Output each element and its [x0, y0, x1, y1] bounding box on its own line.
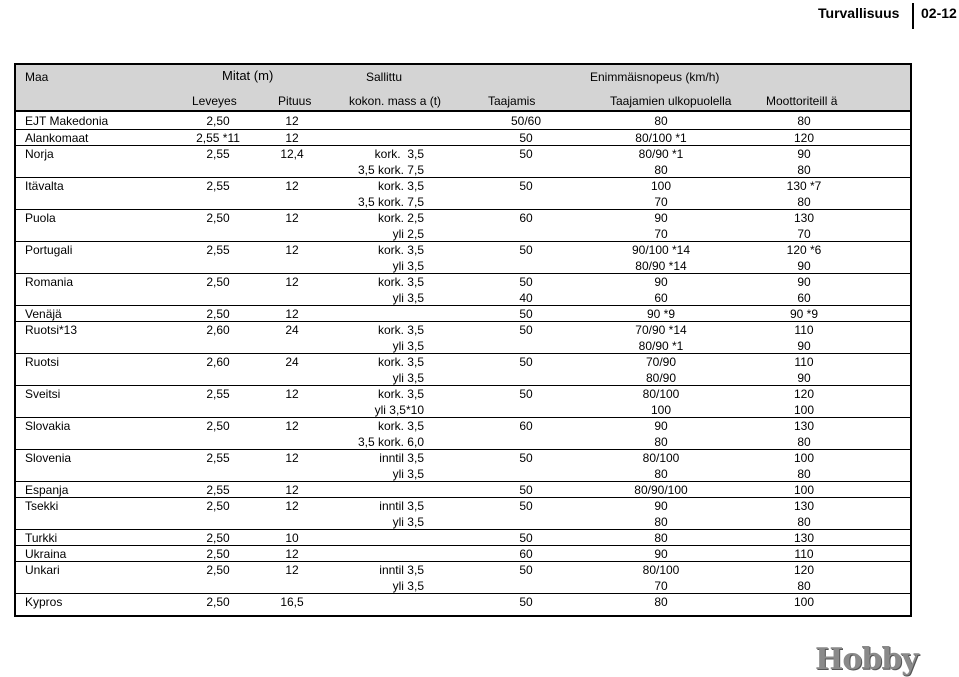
table-row [16, 593, 910, 609]
table-row [16, 449, 910, 481]
cell-length: 12 [285, 243, 299, 257]
cell-allowed-mass: kork. 3,5 yli 3,5*10 [374, 387, 424, 417]
cell-allowed-mass: kork. 3,5 yli 3,5 [377, 355, 424, 385]
cell-width: 2,50 [206, 531, 230, 545]
cell-width: 2,50 [206, 595, 230, 609]
cell-width: 2,55 [206, 243, 230, 257]
cell-width: 2,60 [206, 323, 230, 337]
table-row [16, 241, 910, 273]
cell-outside-speed: 80/100 *1 [635, 131, 687, 145]
cell-outside-speed: 90 60 [654, 275, 668, 305]
cell-outside-speed: 80/100 80 [642, 451, 680, 481]
header-divider [912, 3, 914, 29]
header-outside: Taajamien ulkopuolella [610, 94, 732, 108]
cell-motorway-speed: 90 60 [797, 275, 811, 305]
cell-towns-speed: 50 [519, 147, 533, 161]
table-row [16, 305, 910, 321]
cell-towns-speed: 50 [519, 595, 533, 609]
cell-outside-speed: 80/90 *1 80 [638, 147, 684, 177]
cell-towns-speed: 50 [519, 483, 533, 497]
header-width: Leveyes [192, 94, 237, 108]
cell-width: 2,55 [206, 387, 230, 401]
cell-width: 2,50 [206, 307, 230, 321]
cell-allowed-mass: kork. 3,5 yli 3,5 [377, 323, 424, 353]
cell-country: Alankomaat [25, 131, 89, 145]
cell-towns-speed: 50 [519, 451, 533, 465]
cell-outside-speed: 80/100 100 [642, 387, 680, 417]
cell-country: Portugali [25, 243, 73, 257]
table-row [16, 545, 910, 561]
cell-width: 2,60 [206, 355, 230, 369]
cell-length: 12 [285, 387, 299, 401]
cell-motorway-speed: 120 80 [793, 563, 815, 593]
cell-towns-speed: 60 [519, 419, 533, 433]
cell-motorway-speed: 120 [793, 131, 815, 145]
cell-towns-speed: 50/60 [510, 114, 542, 128]
cell-towns-speed: 50 [519, 243, 533, 257]
table-row [16, 353, 910, 385]
cell-country: Ruotsi [25, 355, 60, 369]
table-row [16, 177, 910, 209]
cell-length: 12,4 [280, 147, 304, 161]
cell-towns-speed: 50 40 [519, 275, 533, 305]
cell-outside-speed: 70/90 *14 80/90 *1 [635, 323, 687, 353]
cell-country: Itävalta [25, 179, 64, 193]
cell-towns-speed: 50 [519, 355, 533, 369]
cell-length: 10 [285, 531, 299, 545]
header-speed: Enimmäisnopeus (km/h) [590, 70, 720, 84]
cell-length: 12 [285, 179, 299, 193]
table-row [16, 481, 910, 497]
cell-outside-speed: 90 80 [654, 419, 668, 449]
cell-motorway-speed: 90 80 [797, 147, 811, 177]
cell-motorway-speed: 80 [797, 114, 811, 128]
hobby-logo: Hobby [815, 642, 918, 677]
cell-country: Norja [25, 147, 54, 161]
cell-length: 12 [285, 131, 299, 145]
cell-country: Romania [25, 275, 74, 289]
cell-motorway-speed: 110 90 [794, 323, 814, 353]
cell-outside-speed: 90 *9 [646, 307, 676, 321]
header-towns: Taajamis [488, 94, 536, 108]
header-motorway: Moottoriteill ä [766, 94, 838, 108]
cell-towns-speed: 50 [519, 387, 533, 401]
cell-country: Ukraina [25, 547, 67, 561]
cell-towns-speed: 50 [519, 179, 533, 193]
cell-motorway-speed: 100 [793, 595, 815, 609]
cell-allowed-mass: inntil 3,5 yli 3,5 [379, 563, 424, 593]
cell-width: 2,50 [206, 211, 230, 225]
cell-country: Unkari [25, 563, 60, 577]
cell-length: 12 [285, 563, 299, 577]
table-row [16, 145, 910, 177]
cell-length: 12 [285, 211, 299, 225]
table-row [16, 529, 910, 545]
cell-allowed-mass: kork. 3,5 yli 3,5 [377, 275, 424, 305]
cell-towns-speed: 50 [519, 499, 533, 513]
cell-motorway-speed: 120 100 [793, 387, 815, 417]
table-header [16, 65, 910, 112]
cell-towns-speed: 60 [519, 211, 533, 225]
cell-length: 24 [285, 323, 299, 337]
cell-country: EJT Makedonia [25, 114, 109, 128]
speed-limit-table [14, 63, 912, 617]
cell-length: 12 [285, 275, 299, 289]
cell-motorway-speed: 130 *7 80 [786, 179, 822, 209]
cell-outside-speed: 80/90/100 [634, 483, 688, 497]
cell-length: 12 [285, 483, 299, 497]
cell-outside-speed: 90 [654, 547, 668, 561]
cell-length: 16,5 [280, 595, 304, 609]
cell-width: 2,50 [206, 499, 230, 513]
cell-outside-speed: 90/100 *14 80/90 *14 [631, 243, 691, 273]
cell-country: Puola [25, 211, 56, 225]
table-row [16, 561, 910, 593]
cell-towns-speed: 50 [519, 131, 533, 145]
table-row [16, 417, 910, 449]
cell-outside-speed: 90 70 [654, 211, 668, 241]
table-row [16, 321, 910, 353]
cell-country: Sveitsi [25, 387, 61, 401]
cell-country: Kypros [25, 595, 63, 609]
cell-allowed-mass: kork. 3,5 yli 3,5 [377, 243, 424, 273]
cell-motorway-speed: 90 *9 [789, 307, 819, 321]
cell-allowed-mass: kork. 3,5 3,5 kork. 6,0 [357, 419, 424, 449]
table-row [16, 209, 910, 241]
cell-motorway-speed: 110 [794, 547, 814, 561]
page-number: 02-12 [921, 5, 957, 21]
cell-outside-speed: 70/90 80/90 [645, 355, 677, 385]
cell-towns-speed: 50 [519, 531, 533, 545]
table-body [16, 113, 910, 609]
cell-towns-speed: 50 [519, 323, 533, 337]
cell-width: 2,50 [206, 563, 230, 577]
cell-length: 24 [285, 355, 299, 369]
cell-width: 2,50 [206, 275, 230, 289]
cell-allowed-mass: inntil 3,5 yli 3,5 [379, 499, 424, 529]
header-dimensions: Mitat (m) [222, 68, 274, 83]
cell-outside-speed: 80/100 70 [642, 563, 680, 593]
cell-motorway-speed: 130 80 [793, 419, 815, 449]
cell-towns-speed: 60 [519, 547, 533, 561]
cell-allowed-mass: kork. 3,5 3,5 kork. 7,5 [357, 179, 424, 209]
cell-motorway-speed: 100 [793, 483, 815, 497]
cell-width: 2,50 [206, 547, 230, 561]
cell-outside-speed: 80 [654, 595, 668, 609]
cell-motorway-speed: 130 80 [793, 499, 815, 529]
cell-outside-speed: 80 [654, 114, 668, 128]
section-title: Turvallisuus [818, 5, 900, 21]
header-allowed: Sallittu [366, 70, 403, 84]
header-allowed-sub: kokon. mass a (t) [349, 94, 442, 108]
table-row [16, 497, 910, 529]
cell-width: 2,55 *11 [196, 131, 240, 145]
cell-country: Turkki [25, 531, 58, 545]
cell-width: 2,55 [206, 483, 230, 497]
cell-motorway-speed: 120 *6 90 [786, 243, 822, 273]
cell-outside-speed: 90 80 [654, 499, 668, 529]
table-row [16, 385, 910, 417]
cell-country: Slovakia [25, 419, 71, 433]
cell-allowed-mass: inntil 3,5 yli 3,5 [379, 451, 424, 481]
cell-allowed-mass: kork. 3,5 3,5 kork. 7,5 [357, 147, 424, 177]
header-length: Pituus [278, 94, 312, 108]
cell-width: 2,55 [206, 179, 230, 193]
cell-country: Ruotsi*13 [25, 323, 78, 337]
cell-width: 2,55 [206, 147, 230, 161]
cell-length: 12 [285, 114, 299, 128]
cell-width: 2,55 [206, 451, 230, 465]
cell-country: Tsekki [25, 499, 59, 513]
cell-length: 12 [285, 451, 299, 465]
cell-allowed-mass: kork. 2,5 yli 2,5 [377, 211, 424, 241]
cell-motorway-speed: 130 70 [793, 211, 815, 241]
cell-motorway-speed: 100 80 [793, 451, 815, 481]
cell-country: Venäjä [25, 307, 62, 321]
cell-length: 12 [285, 307, 299, 321]
cell-towns-speed: 50 [519, 563, 533, 577]
cell-country: Slovenia [25, 451, 72, 465]
cell-outside-speed: 80 [654, 531, 668, 545]
cell-length: 12 [285, 499, 299, 513]
cell-outside-speed: 100 70 [650, 179, 672, 209]
cell-length: 12 [285, 419, 299, 433]
cell-towns-speed: 50 [519, 307, 533, 321]
table-row [16, 129, 910, 145]
cell-motorway-speed: 130 [793, 531, 815, 545]
cell-motorway-speed: 110 90 [794, 355, 814, 385]
cell-length: 12 [285, 547, 299, 561]
cell-width: 2,50 [206, 114, 230, 128]
table-row [16, 273, 910, 305]
table-row [16, 113, 910, 129]
header-country: Maa [25, 70, 49, 84]
cell-width: 2,50 [206, 419, 230, 433]
cell-country: Espanja [25, 483, 69, 497]
